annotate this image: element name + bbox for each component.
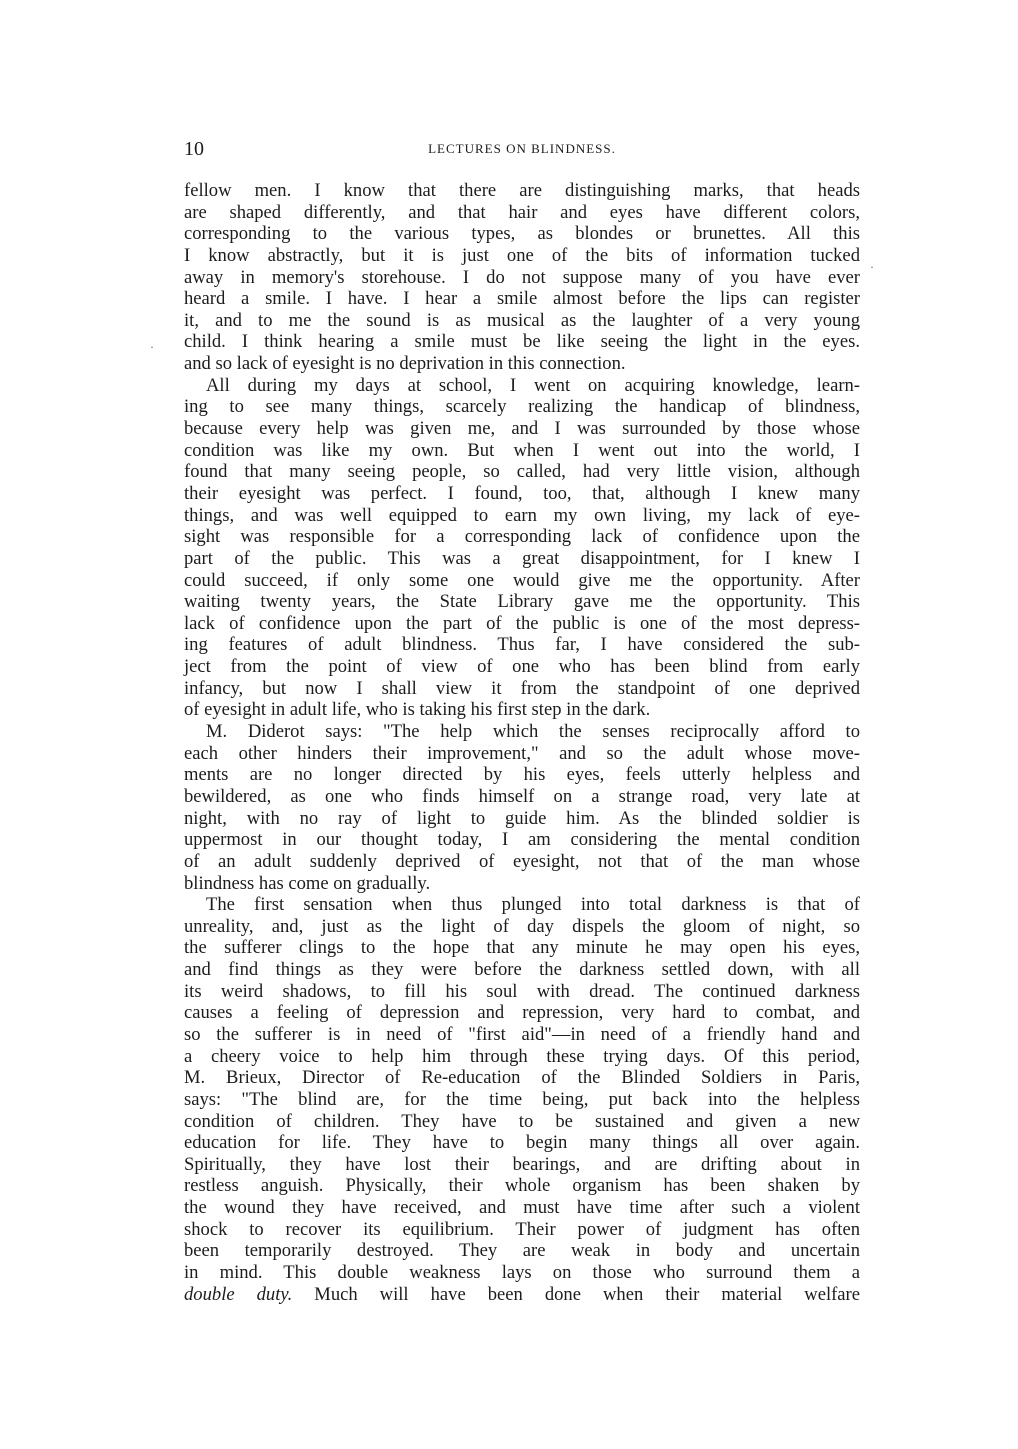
body-text [184,180,860,1305]
italic-phrase: double duty. [184,1283,293,1305]
text-line: lack of confidence upon the part of the public is one of the most depress- [184,612,860,634]
text-line: M. Brieux, Director of Re-education of the Blinded Soldiers in Paris, [184,1067,860,1089]
text-line: and so lack of eyesight is no deprivation in this connection. [184,353,626,375]
text-line: ject from the point of view of one who has been blind from early [184,656,860,678]
text-line: because every help was given me, and I was surrounded by those whose [184,418,860,440]
text-line-final [184,1284,860,1306]
page-header [184,137,860,163]
text-line: each other hinders their improvement," and so the adult whose move- [184,742,860,764]
text-line: so the sufferer is in need of "first aid"—in need of a friendly hand and [184,1023,860,1045]
text-line: its weird shadows, to fill his soul with dread. The continued darkness [184,980,860,1002]
text-line: fellow men. I know that there are distinguishing marks, that heads [184,180,860,201]
text-line: of eyesight in adult life, who is taking his first step in the dark. [184,699,651,721]
text-line: away in memory's storehouse. I do not suppose many of you have ever [184,266,860,288]
text-line: waiting twenty years, the State Library gave me the opportunity. This [184,591,860,613]
text-line: The first sensation when thus plunged into total darkness is that of [206,894,860,916]
text-line: are shaped differently, and that hair and eyes have different colors, [184,201,860,223]
text-line: uppermost in our thought today, I am considering the mental condition [184,829,860,851]
text-line: corresponding to the various types, as blondes or brunettes. All this [184,223,860,245]
text-line: bewildered, as one who finds himself on a strange road, very late at [184,785,860,807]
text-line: blindness has come on gradually. [184,872,431,894]
text-line: restless anguish. Physically, their whole organism has been shaken by [184,1175,860,1197]
text-line: M. Diderot says: "The help which the senses reciprocally afford to [206,721,860,743]
text-line: in mind. This double weakness lays on those who surround them a [184,1262,860,1284]
text-line: and find things as they were before the darkness settled down, with all [184,959,860,981]
page-number: 10 [184,138,204,160]
text-line: things, and was well equipped to earn my own living, my lack of eye- [184,504,860,526]
text-line: education for life. They have to begin many things all over again. [184,1132,860,1154]
text-line: night, with no ray of light to guide him. As the blinded soldier is [184,807,860,829]
text-line: heard a smile. I have. I hear a smile almost before the lips can register [184,288,860,310]
text-line: found that many seeing people, so called, had very little vision, although [184,461,860,483]
text-line: sight was responsible for a corresponding lack of confidence upon the [184,526,860,548]
margin-dot: · [150,340,154,354]
text-line: a cheery voice to help him through these trying days. Of this period, [184,1045,860,1067]
text-line: infancy, but now I shall view it from the standpoint of one deprived [184,677,860,699]
final-line-rest: Much will have been done when their material welfare [314,1283,860,1305]
text-line: it, and to me the sound is as musical as the laughter of a very young [184,309,860,331]
text-line: ments are no longer directed by his eyes, feels utterly helpless and [184,764,860,786]
text-line: the wound they have received, and must have time after such a violent [184,1197,860,1219]
text-line: unreality, and, just as the light of day dispels the gloom of night, so [184,915,860,937]
margin-dot: · [870,260,874,274]
text-line: condition of children. They have to be sustained and given a new [184,1110,860,1132]
text-line: All during my days at school, I went on acquiring knowledge, learn- [206,374,860,396]
text-line: the sufferer clings to the hope that any minute he may open his eyes, [184,937,860,959]
text-line: been temporarily destroyed. They are weak in body and uncertain [184,1240,860,1262]
text-line: of an adult suddenly deprived of eyesight, not that of the man whose [184,850,860,872]
text-line: shock to recover its equilibrium. Their power of judgment has often [184,1218,860,1240]
running-head: LECTURES ON BLINDNESS. [428,141,616,156]
text-line: condition was like my own. But when I went out into the world, I [184,439,860,461]
text-line: ing to see many things, scarcely realizing the handicap of blindness, [184,396,860,418]
text-line: ing features of adult blindness. Thus far, I have considered the sub- [184,634,860,656]
text-line: their eyesight was perfect. I found, too, that, although I knew many [184,482,860,504]
text-line: part of the public. This was a great disappointment, for I knew I [184,547,860,569]
text-line: could succeed, if only some one would give me the opportunity. After [184,569,860,591]
text-line: Spiritually, they have lost their bearings, and are drifting about in [184,1153,860,1175]
text-line: child. I think hearing a smile must be like seeing the light in the eyes. [184,331,860,353]
text-line: causes a feeling of depression and repression, very hard to combat, and [184,1002,860,1024]
text-line: I know abstractly, but it is just one of the bits of information tucked [184,244,860,266]
text-line: says: "The blind are, for the time being, put back into the helpless [184,1088,860,1110]
